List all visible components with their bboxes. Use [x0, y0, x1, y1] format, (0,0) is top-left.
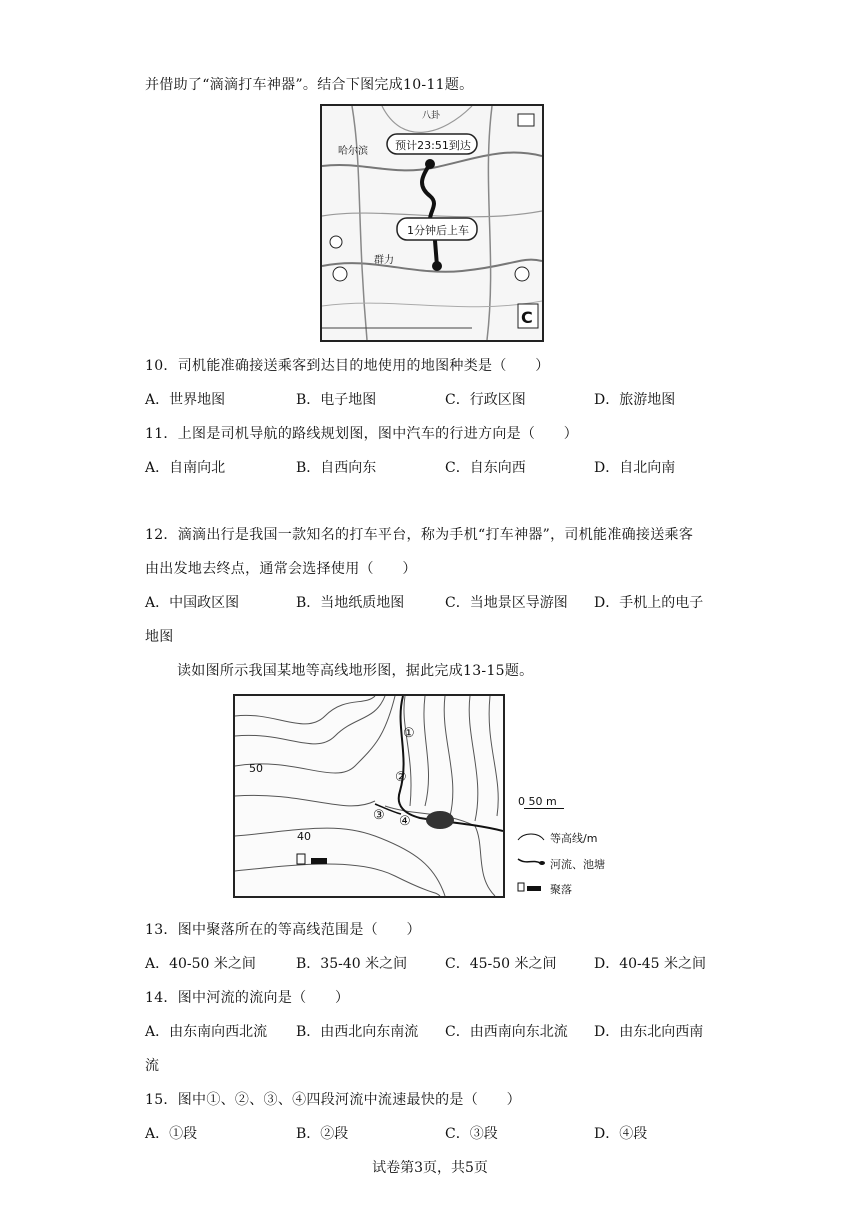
q15-option-c[interactable]: C．③段 [445, 1126, 498, 1142]
q14-option-c[interactable]: C．由西南向东北流 [445, 1024, 568, 1040]
q12-option-c[interactable]: C．当地景区导游图 [445, 595, 568, 611]
contour-map [235, 696, 503, 896]
contour-legend-icon [516, 830, 546, 844]
q15-option-a[interactable]: A．①段 [145, 1126, 198, 1142]
q12-option-b[interactable]: B．当地纸质地图 [296, 595, 405, 611]
q13-option-a[interactable]: A．40-50 米之间 [145, 956, 256, 972]
arrival-bubble: 预计23:51到达 [395, 139, 471, 152]
scale-bar [524, 808, 564, 809]
river-mark-1: ① [403, 726, 415, 741]
q13-option-b[interactable]: B．35-40 米之间 [296, 956, 408, 972]
legend-contour: 等高线/m [550, 832, 598, 845]
settlement-legend-icon [516, 880, 546, 894]
q11-stem: 11．上图是司机导航的路线规划图，图中汽车的行进方向是（ ） [145, 426, 579, 442]
map-label-top: 八卦 [422, 111, 441, 121]
q13-stem: 13．图中聚落所在的等高线范围是（ ） [145, 922, 421, 938]
q13-option-c[interactable]: C．45-50 米之间 [445, 956, 557, 972]
q12-option-d[interactable]: D．手机上的电子 [594, 595, 704, 611]
q12-option-a[interactable]: A．中国政区图 [145, 595, 240, 611]
q11-option-b[interactable]: B．自西向东 [296, 460, 377, 476]
legend-settlement: 聚落 [550, 883, 572, 896]
river-mark-4: ④ [399, 814, 411, 829]
q11-option-d[interactable]: D．自北向南 [594, 460, 676, 476]
contour-label-50: 50 [249, 762, 263, 775]
q14-option-b[interactable]: B．由西北向东南流 [296, 1024, 419, 1040]
q10-option-c[interactable]: C．行政区图 [445, 392, 526, 408]
q11-option-a[interactable]: A．自南向北 [145, 460, 226, 476]
q14-option-d-continued: 流 [145, 1058, 160, 1074]
river-mark-3: ③ [373, 808, 385, 823]
q15-option-d[interactable]: D．④段 [594, 1126, 648, 1142]
river-mark-2: ② [395, 770, 407, 785]
q13-option-d[interactable]: D．40-45 米之间 [594, 956, 707, 972]
q10-option-b[interactable]: B．电子地图 [296, 392, 377, 408]
q14-option-a[interactable]: A．由东南向西北流 [145, 1024, 268, 1040]
q12-stem-line2: 由出发地去终点，通常会选择使用（ ） [145, 561, 417, 577]
contour-map-figure [233, 694, 505, 898]
q10-option-a[interactable]: A．世界地图 [145, 392, 226, 408]
navigation-map-figure [320, 104, 544, 342]
pickup-bubble: 1分钟后上车 [407, 224, 469, 237]
map-corner-letter: C [521, 308, 533, 327]
intro-text: 并借助了“滴滴打车神器”。结合下图完成10-11题。 [145, 77, 474, 93]
q10-stem: 10．司机能准确接送乘客到达目的地使用的地图种类是（ ） [145, 358, 550, 374]
q10-option-d[interactable]: D．旅游地图 [594, 392, 676, 408]
q14-option-d[interactable]: D．由东北向西南 [594, 1024, 704, 1040]
map-label-left: 哈尔滨 [338, 146, 368, 157]
river-legend-icon [516, 855, 546, 869]
map-label-left2: 群力 [374, 255, 394, 266]
q15-stem: 15．图中①、②、③、④四段河流中流速最快的是（ ） [145, 1092, 521, 1108]
contour-label-40: 40 [297, 830, 311, 843]
q11-option-c[interactable]: C．自东向西 [445, 460, 526, 476]
q12-stem-line1: 12．滴滴出行是我国一款知名的打车平台，称为手机“打车神器”，司机能准确接送乘客 [145, 527, 694, 543]
page-footer: 试卷第3页，共5页 [372, 1160, 488, 1176]
q14-stem: 14．图中河流的流向是（ ） [145, 990, 350, 1006]
intro-text-2: 读如图所示我国某地等高线地形图，据此完成13-15题。 [177, 663, 534, 679]
scale-label: 0 50 m [518, 795, 557, 808]
q15-option-b[interactable]: B．②段 [296, 1126, 349, 1142]
legend-river: 河流、池塘 [550, 858, 605, 871]
q12-option-d-continued: 地图 [145, 629, 174, 645]
